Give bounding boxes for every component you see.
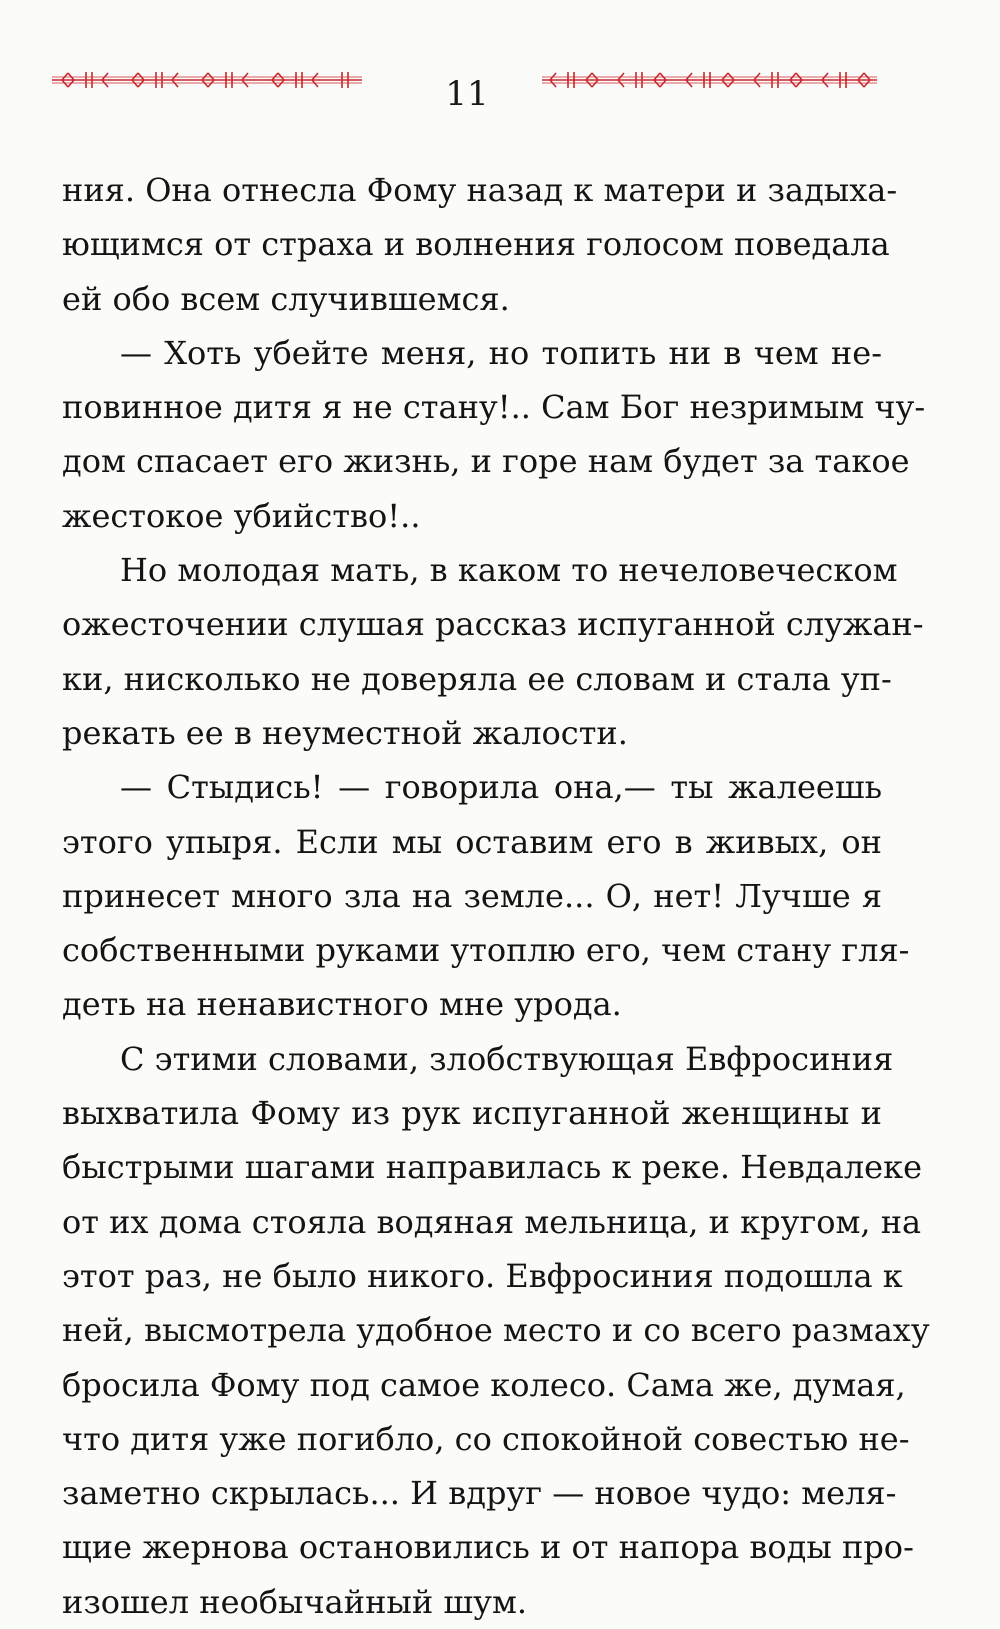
left-ornament-icon bbox=[52, 68, 362, 92]
text-line: дом спасает его жизнь, и горе нам будет за такое bbox=[62, 442, 910, 481]
text-line: ки, нисколько не доверяла ее словам и стала уп- bbox=[62, 659, 892, 698]
text-line: — Хоть убейте меня, но топить ни в чем не- bbox=[120, 333, 882, 372]
text-line: рекать ее в неуместной жалости. bbox=[62, 713, 628, 752]
text-line: этот раз, не было никого. Евфросиния подошла к bbox=[62, 1256, 903, 1295]
text-line: ожесточении слушая рассказ испуганной служан- bbox=[62, 605, 924, 644]
text-line: повинное дитя я не стану!.. Сам Бог незримым чу- bbox=[62, 388, 926, 427]
text-line: собственными руками утоплю его, чем стану гля- bbox=[62, 931, 910, 970]
text-line: С этими словами, злобствующая Евфросиния bbox=[120, 1039, 894, 1078]
text-line: изошел необычайный шум. bbox=[62, 1582, 527, 1621]
text-line: ния. Она отнесла Фому назад к матери и задыха- bbox=[62, 171, 898, 209]
text-line: выхватила Фому из рук испуганной женщины и bbox=[62, 1094, 882, 1133]
text-line: заметно скрылась... И вдруг — новое чудо: меля- bbox=[62, 1474, 897, 1513]
text-line: быстрыми шагами направилась к реке. Невдалеке bbox=[62, 1148, 923, 1187]
text-line: щие жернова остановились и от напора воды про- bbox=[62, 1528, 914, 1567]
text-line: этого упыря. Если мы оставим его в живых, он bbox=[62, 822, 882, 861]
text-line: ней, высмотрела удобное место и со всего размаху bbox=[62, 1311, 930, 1350]
right-ornament-icon bbox=[542, 68, 877, 92]
body-text bbox=[62, 163, 930, 1629]
text-line: ей обо всем случившемся. bbox=[62, 279, 510, 318]
text-line: что дитя уже погибло, со спокойной совестью не- bbox=[62, 1419, 910, 1458]
text-line: ющимся от страха и волнения голосом поведала bbox=[62, 225, 890, 264]
text-line: — Стыдись! — говорила она,— ты жалеешь bbox=[120, 768, 882, 807]
text-line: от их дома стояла водяная мельница, и кругом, на bbox=[62, 1202, 922, 1241]
text-line: Но молодая мать, в каком то нечеловеческом bbox=[120, 551, 898, 590]
text-line: принесет много зла на земле... О, нет! Лучше я bbox=[62, 876, 882, 915]
text-line: бросила Фому под самое колесо. Сама же, думая, bbox=[62, 1365, 906, 1404]
page-header bbox=[52, 62, 882, 112]
page-number: 11 bbox=[445, 74, 489, 114]
text-line: жестокое убийство!.. bbox=[62, 496, 421, 535]
text-line: деть на ненавистного мне урода. bbox=[62, 985, 622, 1024]
